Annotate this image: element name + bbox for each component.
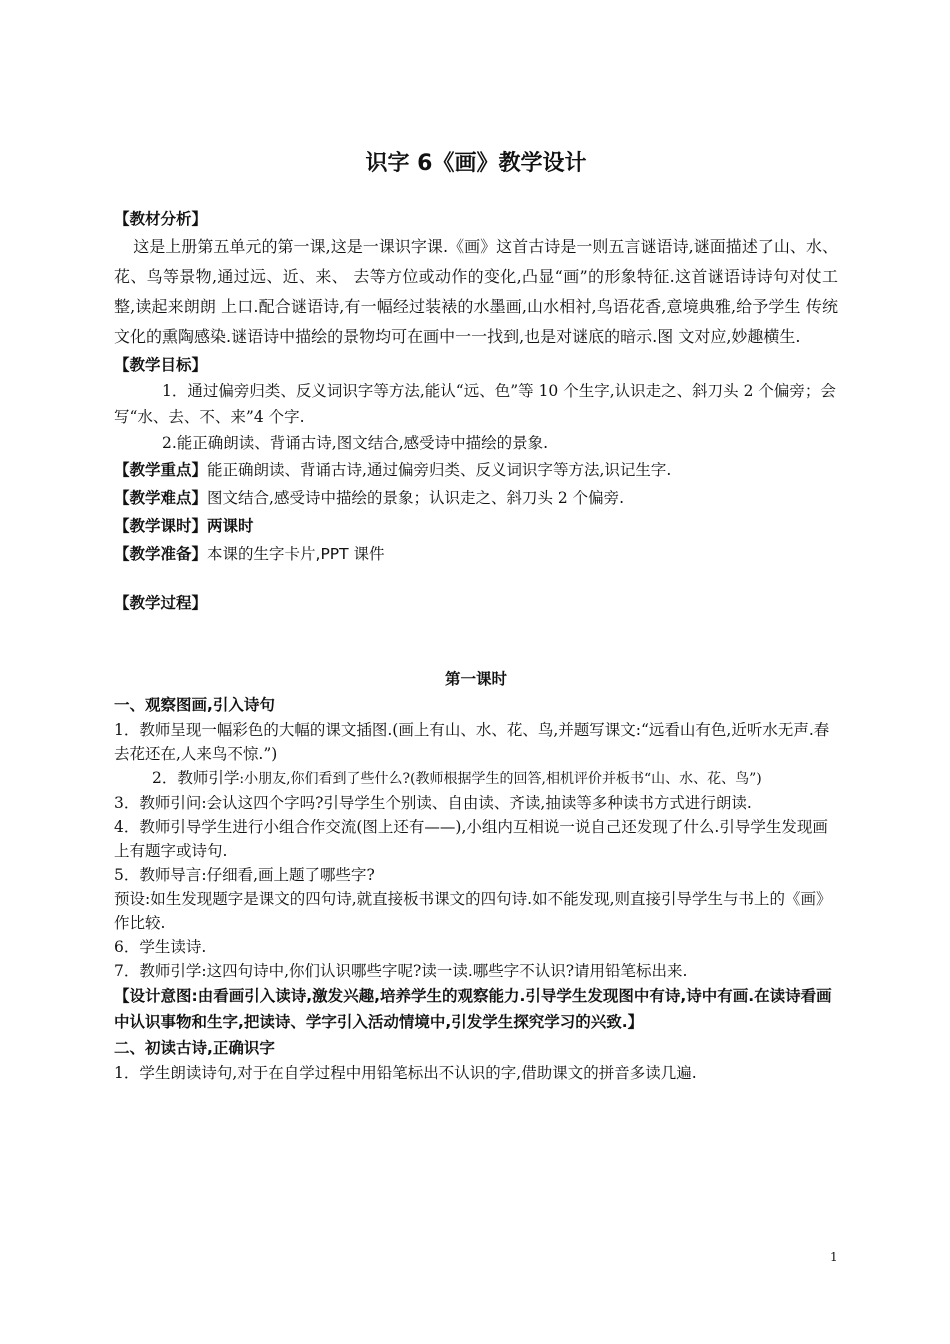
key-points-row	[114, 456, 838, 484]
process-heading: 【教学过程】	[114, 594, 208, 612]
goals-heading: 【教学目标】	[114, 356, 208, 374]
lesson1-step-4: 4．教师引导学生进行小组合作交流(图上还有——),小组内互相说一说自己还发现了什么.引导学生发现画上有题字或诗句.	[114, 818, 828, 860]
analysis-heading: 【教材分析】	[114, 210, 208, 228]
key-points-label: 【教学重点】	[114, 461, 208, 479]
lesson1-title: 第一课时	[444, 670, 507, 688]
lesson1-step-7: 7．教师引学:这四句诗中,你们认识哪些字呢?读一读.哪些字不认识?请用铅笔标出来.	[114, 962, 688, 980]
document-title: 识字 6《画》教学设计	[365, 151, 587, 176]
prep-row	[114, 540, 838, 568]
lesson1-step-2-rest: :小朋友,你们看到了些什么?(教师根据学生的回答,相机评价并板书“山、水、花、鸟”)	[239, 771, 762, 787]
prep-label: 【教学准备】	[114, 545, 208, 563]
section2-step-1: 1．学生朗读诗句,对于在自学过程中用铅笔标出不认识的字,借助课文的拼音多读几遍.	[114, 1064, 697, 1082]
hours-label: 【教学课时】	[114, 517, 208, 535]
difficulties-label: 【教学难点】	[114, 489, 208, 507]
lesson1-step-5-preset: 预设:如生发现题字是课文的四句诗,就直接板书课文的四句诗.如不能发现,则直接引导学生与书上的《画》作比较.	[114, 890, 832, 932]
design-intent: 【设计意图:由看画引入读诗,激发兴趣,培养学生的观察能力.引导学生发现图中有诗,诗中有画.在读诗看画中认识事物和生字,把读诗、学字引入活动情境中,引发学生探究学习的兴致.】	[114, 987, 832, 1031]
lesson1-step-1: 1．教师呈现一幅彩色的大幅的课文插图.(画上有山、水、花、鸟,并题写课文:“远看山有色,近听水无声.春去花还在,人来鸟不惊.”)	[114, 721, 830, 763]
difficulties-row	[114, 484, 838, 512]
section2-heading: 二、初读古诗,正确识字	[114, 1039, 275, 1057]
page-number: 1	[830, 1250, 838, 1264]
lesson1-step-3: 3．教师引问:会认这四个字吗?引导学生个别读、自由读、齐读,抽读等多种读书方式进行朗读.	[114, 794, 752, 812]
key-points-text: 能正确朗读、背诵古诗,通过偏旁归类、反义词识字等方法,识记生字.	[207, 461, 672, 479]
lesson1-step-6: 6．学生读诗.	[114, 938, 207, 956]
hours-row	[114, 512, 838, 540]
document-body	[114, 148, 838, 1085]
lesson1-step-2	[114, 766, 838, 791]
section1-heading: 一、观察图画,引入诗句	[114, 696, 275, 714]
goal-item-1: 1．通过偏旁归类、反义词识字等方法,能认“远、色”等 10 个生字,认识走之、斜刀头 2 个偏旁；会写“水、去、不、来”4 个字.	[114, 382, 836, 426]
hours-text: 两课时	[207, 517, 254, 535]
prep-text: 本课的生字卡片,PPT 课件	[207, 545, 385, 563]
difficulties-text: 图文结合,感受诗中描绘的景象；认识走之、斜刀头 2 个偏旁.	[207, 489, 625, 507]
goal-item-2: 2.能正确朗读、背诵古诗,图文结合,感受诗中描绘的景象.	[162, 434, 549, 452]
lesson1-step-2-lead: 2．教师引学	[152, 769, 240, 787]
analysis-text: 这是上册第五单元的第一课,这是一课识字课.《画》这首古诗是一则五言谜语诗,谜面描述了山、水、花、鸟等景物,通过远、近、来、 去等方位或动作的变化,凸显“画”的形象特征.这首谜语诗诗句对仗工整,读起来朗朗 上口.配合谜语诗,有一幅经过装裱的水墨画,山水相衬,鸟语花香,意境典雅,给予学生 传统文化的熏陶感染.谜语诗中描绘的景物均可在画中一一找到,也是对谜底的暗示.图 文对应,妙趣横生.	[114, 237, 838, 346]
lesson1-step-5: 5．教师导言:仔细看,画上题了哪些字?	[114, 866, 375, 884]
